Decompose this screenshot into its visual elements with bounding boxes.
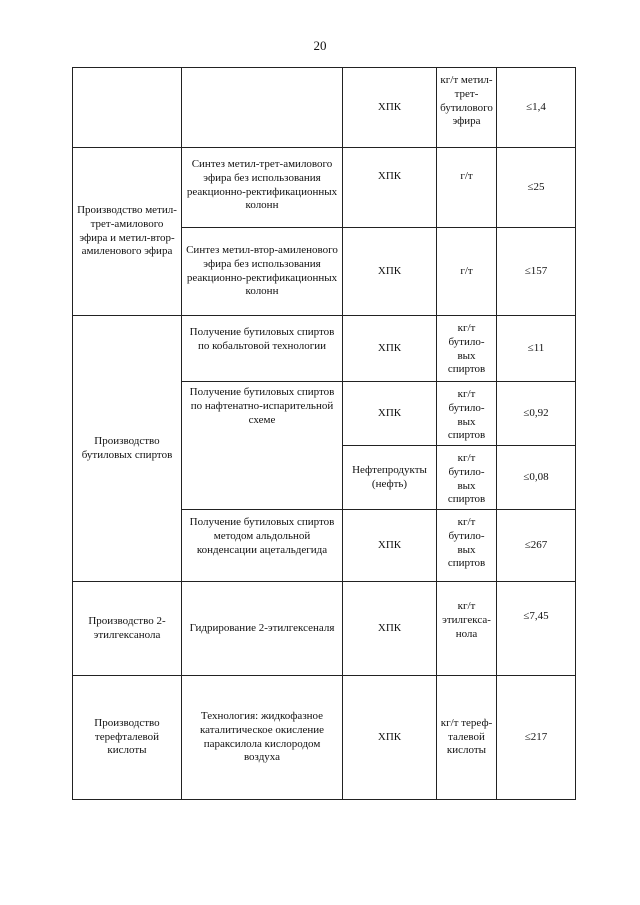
value-cell: ≤1,4 [497, 68, 576, 148]
pollutant-cell: ХПК [343, 148, 437, 228]
unit-cell: кг/т бутило-вых спиртов [437, 510, 497, 582]
value-cell: ≤7,45 [497, 582, 576, 676]
technology-cell: Синтез метил-втор-амиленового эфира без использования реакционно-ректификационных колонн [182, 228, 343, 316]
table-row [73, 148, 576, 228]
pollutant-cell: ХПК [343, 676, 437, 800]
table-row [73, 676, 576, 800]
page-number: 20 [313, 38, 327, 53]
value-cell: ≤157 [497, 228, 576, 316]
unit-cell: г/т [437, 228, 497, 316]
norms-table [72, 67, 576, 800]
pollutant-cell: ХПК [343, 228, 437, 316]
pollutant-cell: ХПК [343, 510, 437, 582]
unit-cell: кг/т тереф-талевой кислоты [437, 676, 497, 800]
production-cell: Производство метил-трет-амилового эфира и метил-втор-амиленового эфира [73, 148, 182, 316]
table-row [73, 68, 576, 148]
production-cell: Производство 2-этилгексанола [73, 582, 182, 676]
unit-cell: кг/т этилгекса-нола [437, 582, 497, 676]
value-cell: ≤267 [497, 510, 576, 582]
value-cell: ≤25 [497, 148, 576, 228]
value-cell: ≤217 [497, 676, 576, 800]
production-cell: Производство терефталевой кислоты [73, 676, 182, 800]
technology-cell [182, 68, 343, 148]
unit-cell: г/т [437, 148, 497, 228]
pollutant-cell: ХПК [343, 316, 437, 382]
production-cell [73, 68, 182, 148]
technology-cell: Технология: жидкофазное каталитическое окисление параксилола кислородом воздуха [182, 676, 343, 800]
value-cell: ≤0,92 [497, 382, 576, 446]
unit-cell: кг/т бутило-вых спиртов [437, 316, 497, 382]
technology-cell: Получение бутиловых спиртов по кобальтовой технологии [182, 316, 343, 382]
technology-cell: Получение бутиловых спиртов по нафтенатно-испарительной схеме [182, 382, 343, 510]
pollutant-cell: ХПК [343, 382, 437, 446]
unit-cell: кг/т метил-трет-бутилового эфира [437, 68, 497, 148]
unit-cell: кг/т бутило-вых спиртов [437, 382, 497, 446]
pollutant-cell: ХПК [343, 582, 437, 676]
pollutant-cell: Нефтепродукты (нефть) [343, 446, 437, 510]
technology-cell: Получение бутиловых спиртов методом альдольной конденсации ацетальдегида [182, 510, 343, 582]
pollutant-cell: ХПК [343, 68, 437, 148]
table-row [73, 316, 576, 382]
technology-cell: Гидрирование 2-этилгексеналя [182, 582, 343, 676]
production-cell: Производство бутиловых спиртов [73, 316, 182, 582]
table-row [73, 582, 576, 676]
unit-cell: кг/т бутило-вых спиртов [437, 446, 497, 510]
value-cell: ≤0,08 [497, 446, 576, 510]
technology-cell: Синтез метил-трет-амилового эфира без использования реакционно-ректификационных колонн [182, 148, 343, 228]
value-cell: ≤11 [497, 316, 576, 382]
